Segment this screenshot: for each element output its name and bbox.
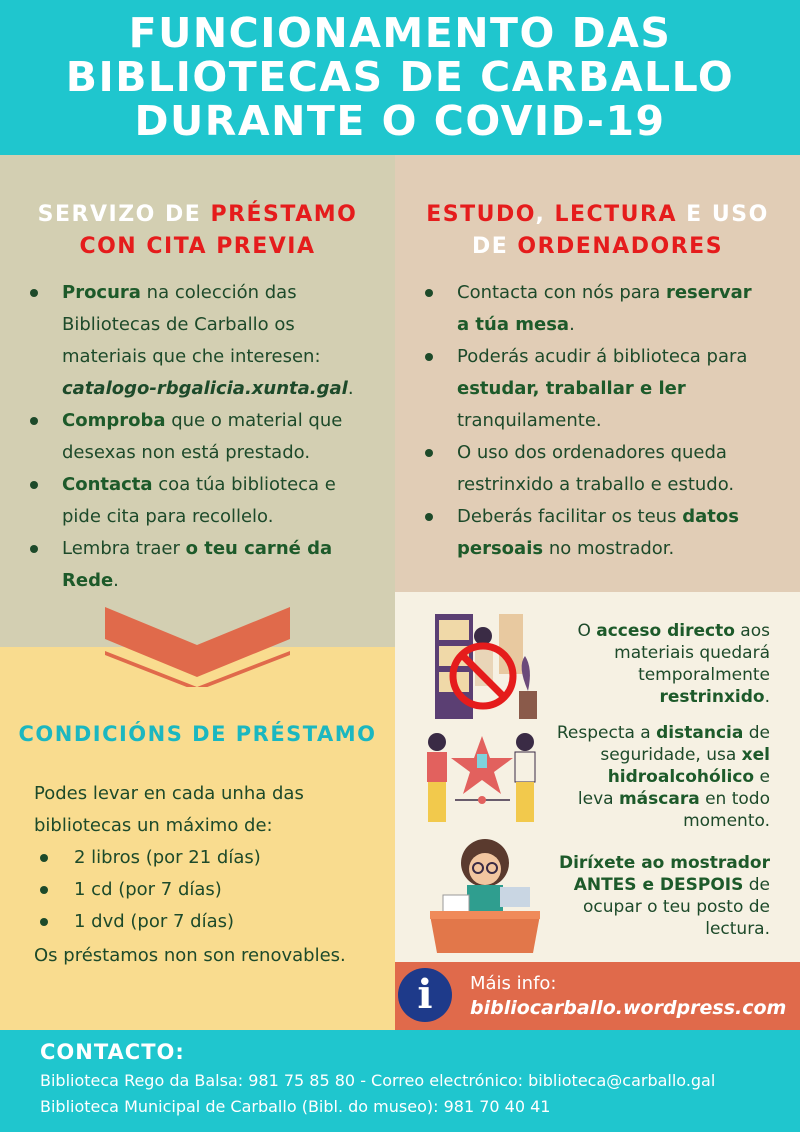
item-text: 1 cd (por 7 días) xyxy=(74,879,222,900)
title-part: ESTUDO xyxy=(426,202,536,227)
notice-text: lectura. xyxy=(705,919,770,939)
study-list xyxy=(395,277,800,565)
notice-text: O xyxy=(577,621,597,641)
loan-steps-list xyxy=(0,277,395,597)
item-pre: Deberás facilitar os teus xyxy=(457,506,683,527)
bullet-icon xyxy=(40,886,48,894)
info-label: Máis info: xyxy=(470,973,557,994)
item-after: . xyxy=(569,314,575,335)
list-item xyxy=(34,906,261,938)
bullet-icon xyxy=(40,854,48,862)
website-link[interactable]: bibliocarballo.wordpress.com xyxy=(470,997,787,1019)
item-bold: Contacta xyxy=(62,474,153,495)
item-bold: estudar, traballar e ler xyxy=(457,378,686,399)
bullet-icon xyxy=(425,513,433,521)
item-bold: reservar a túa mesa xyxy=(457,282,752,335)
bullet-icon xyxy=(30,289,38,297)
librarian-desk-icon xyxy=(425,835,545,955)
conditions-title: CONDICIÓNS DE PRÉSTAMO xyxy=(18,722,377,746)
notice-text: momento. xyxy=(683,811,770,831)
item-after: . xyxy=(347,378,354,399)
bullet-icon xyxy=(425,449,433,457)
notice-bold: hidroalcohólico xyxy=(607,767,755,787)
title-part: DE xyxy=(471,234,518,259)
loan-title-line-2: CON CITA PREVIA xyxy=(79,234,316,259)
item-bold: Procura xyxy=(62,282,141,303)
title-part: E xyxy=(677,202,712,227)
item-bold: o teu carné da Rede xyxy=(62,538,333,591)
bullet-icon xyxy=(30,545,38,553)
loan-service-panel xyxy=(0,155,395,647)
item-pre: Contacta con nós para xyxy=(457,282,666,303)
item-bold: Comproba xyxy=(62,410,166,431)
notice-distance xyxy=(557,722,770,832)
notice-bold: Diríxete ao mostrador xyxy=(558,853,770,873)
notice-bold: xel xyxy=(741,745,770,765)
header xyxy=(0,0,800,155)
notice-text: materiais quedará xyxy=(614,643,770,663)
notice-text: de xyxy=(743,875,770,895)
notice-bold: restrinxido xyxy=(659,687,765,707)
conditions-list xyxy=(34,842,261,938)
notice-text: aos xyxy=(734,621,770,641)
no-access-shelf-icon xyxy=(425,606,545,721)
list-item xyxy=(0,533,395,597)
title-line-3: DURANTE O COVID-19 xyxy=(134,97,666,145)
bullet-icon xyxy=(40,918,48,926)
item-text: 2 libros (por 21 días) xyxy=(74,847,261,868)
notice-desk xyxy=(559,852,770,940)
list-item xyxy=(0,469,395,533)
item-text: coa túa biblioteca e pide cita para recollelo. xyxy=(62,474,336,527)
info-text xyxy=(470,972,786,1020)
conditions-intro-2: bibliotecas un máximo de: xyxy=(34,815,273,836)
list-item xyxy=(395,501,800,565)
notice-text: seguridade, usa xyxy=(600,745,742,765)
item-after: tranquilamente. xyxy=(457,410,602,431)
notice-bold: acceso directo xyxy=(596,621,735,641)
bullet-icon xyxy=(425,289,433,297)
list-item xyxy=(0,277,395,405)
list-item xyxy=(395,341,800,437)
item-text: 1 dvd (por 7 días) xyxy=(74,911,235,932)
catalog-link[interactable]: catalogo-rbgalicia.xunta.gal xyxy=(62,378,348,399)
loan-title-highlight: PRÉSTAMO xyxy=(210,202,358,227)
contact-title: CONTACTO: xyxy=(40,1040,185,1064)
info-icon: i xyxy=(398,968,452,1022)
notice-text: en todo xyxy=(699,789,770,809)
conditions-note: Os préstamos non son renovables. xyxy=(34,945,346,966)
contact-line-2: Biblioteca Municipal de Carballo (Bibl. do museo): 981 70 40 41 xyxy=(40,1097,551,1116)
bullet-icon xyxy=(30,481,38,489)
study-panel xyxy=(395,155,800,592)
list-item xyxy=(395,277,800,341)
item-bold: datos persoais xyxy=(457,506,739,559)
list-item xyxy=(0,405,395,469)
notice-text: de xyxy=(743,723,770,743)
chevron-down-icon xyxy=(105,607,290,687)
title-part: USO xyxy=(711,202,769,227)
item-text: que o material que desexas non está prestado. xyxy=(62,410,343,463)
title-part: ORDENADORES xyxy=(517,234,724,259)
title-part: LECTURA xyxy=(554,202,677,227)
list-item xyxy=(34,842,261,874)
notice-direct-access xyxy=(577,620,770,708)
list-item xyxy=(395,437,800,501)
contact-line-1: Biblioteca Rego da Balsa: 981 75 85 80 - Correo electrónico: biblioteca@carballo.gal xyxy=(40,1071,716,1090)
notice-bold: ANTES e DESPOIS xyxy=(573,875,744,895)
notice-text: temporalmente xyxy=(638,665,770,685)
study-title xyxy=(395,199,800,263)
notice-text: Respecta a xyxy=(556,723,657,743)
social-distance-icon xyxy=(415,728,550,833)
bullet-icon xyxy=(30,417,38,425)
notice-text: ocupar o teu posto de xyxy=(583,897,770,917)
conditions-intro-1: Podes levar en cada unha das xyxy=(34,783,304,804)
list-item xyxy=(34,874,261,906)
item-pre: O uso dos ordenadores queda restrinxido a traballo e estudo. xyxy=(457,442,735,495)
item-after: . xyxy=(113,570,119,591)
item-after: no mostrador. xyxy=(543,538,675,559)
notice-text: e xyxy=(754,767,770,787)
notice-bold: máscara xyxy=(618,789,700,809)
notice-text: leva xyxy=(577,789,619,809)
title-part: , xyxy=(535,202,555,227)
item-pre: Poderás acudir á biblioteca para xyxy=(457,346,748,367)
loan-title-part: SERVIZO DE xyxy=(37,202,211,227)
title-line-2: BIBLIOTECAS DE CARBALLO xyxy=(65,53,735,101)
loan-service-title xyxy=(0,199,395,263)
item-pre: Lembra traer xyxy=(62,538,186,559)
bullet-icon xyxy=(425,353,433,361)
item-text: na colección das Bibliotecas de Carballo os materiais que che interesen: xyxy=(62,282,321,367)
title-line-1: FUNCIONAMENTO DAS xyxy=(128,9,672,57)
notice-bold: distancia xyxy=(656,723,744,743)
notice-text: . xyxy=(764,687,770,707)
